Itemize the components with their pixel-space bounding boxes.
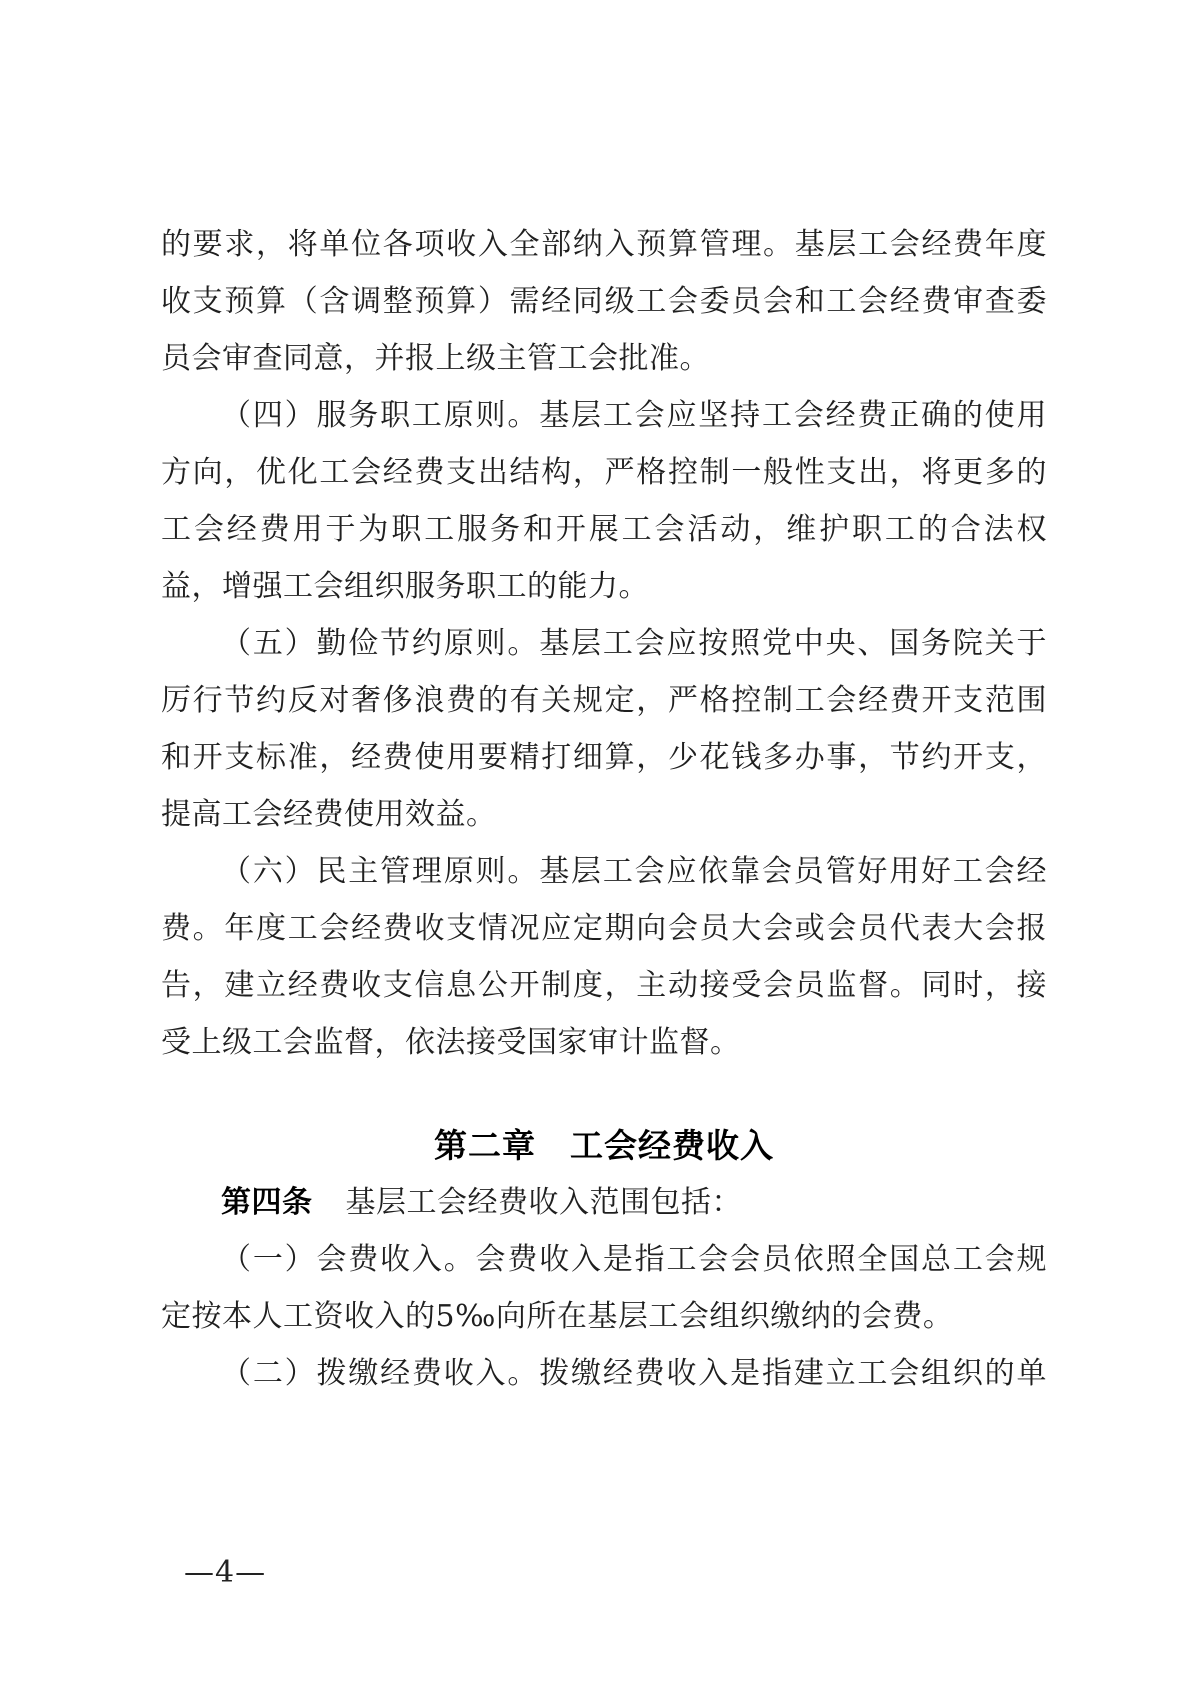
page-number: —4— (184, 1555, 267, 1590)
text-line: （五）勤俭节约原则。基层工会应按照党中央、国务院关于 (221, 626, 1047, 661)
text-line: 厉行节约反对奢侈浪费的有关规定，严格控制工会经费开支范围 (161, 683, 1047, 718)
text-line: （一）会费收入。会费收入是指工会会员依照全国总工会规 (221, 1242, 1047, 1277)
text-line: （六）民主管理原则。基层工会应依靠会员管好用好工会经 (221, 854, 1047, 889)
text-line: 收支预算（含调整预算）需经同级工会委员会和工会经费审查委 (161, 284, 1047, 319)
article-line (161, 1174, 1047, 1231)
text-line: 受上级工会监督，依法接受国家审计监督。 (161, 1025, 741, 1060)
text-line: 工会经费用于为职工服务和开展工会活动，维护职工的合法权 (161, 512, 1047, 547)
text-line: 益，增强工会组织服务职工的能力。 (161, 569, 649, 604)
text-line: 告，建立经费收支信息公开制度，主动接受会员监督。同时，接 (161, 968, 1047, 1003)
chapter-heading: 第二章 工会经费收入 (434, 1126, 774, 1165)
text-line: 提高工会经费使用效益。 (161, 797, 497, 832)
text-line: 和开支标准，经费使用要精打细算，少花钱多办事，节约开支， (161, 740, 1047, 775)
article-number-label: 第四条 (221, 1185, 313, 1220)
text-line: 费。年度工会经费收支情况应定期向会员大会或会员代表大会报 (161, 911, 1047, 946)
article-text: 基层工会经费收入范围包括： (345, 1185, 742, 1220)
text-line: 的要求，将单位各项收入全部纳入预算管理。基层工会经费年度 (161, 227, 1047, 262)
text-line: 定按本人工资收入的5‰向所在基层工会组织缴纳的会费。 (161, 1299, 954, 1334)
text-line: （四）服务职工原则。基层工会应坚持工会经费正确的使用 (221, 398, 1047, 433)
text-line: 方向，优化工会经费支出结构，严格控制一般性支出，将更多的 (161, 455, 1047, 490)
text-line: 员会审查同意，并报上级主管工会批准。 (161, 341, 710, 376)
text-line: （二）拨缴经费收入。拨缴经费收入是指建立工会组织的单 (221, 1356, 1047, 1391)
document-body (161, 216, 1047, 1402)
